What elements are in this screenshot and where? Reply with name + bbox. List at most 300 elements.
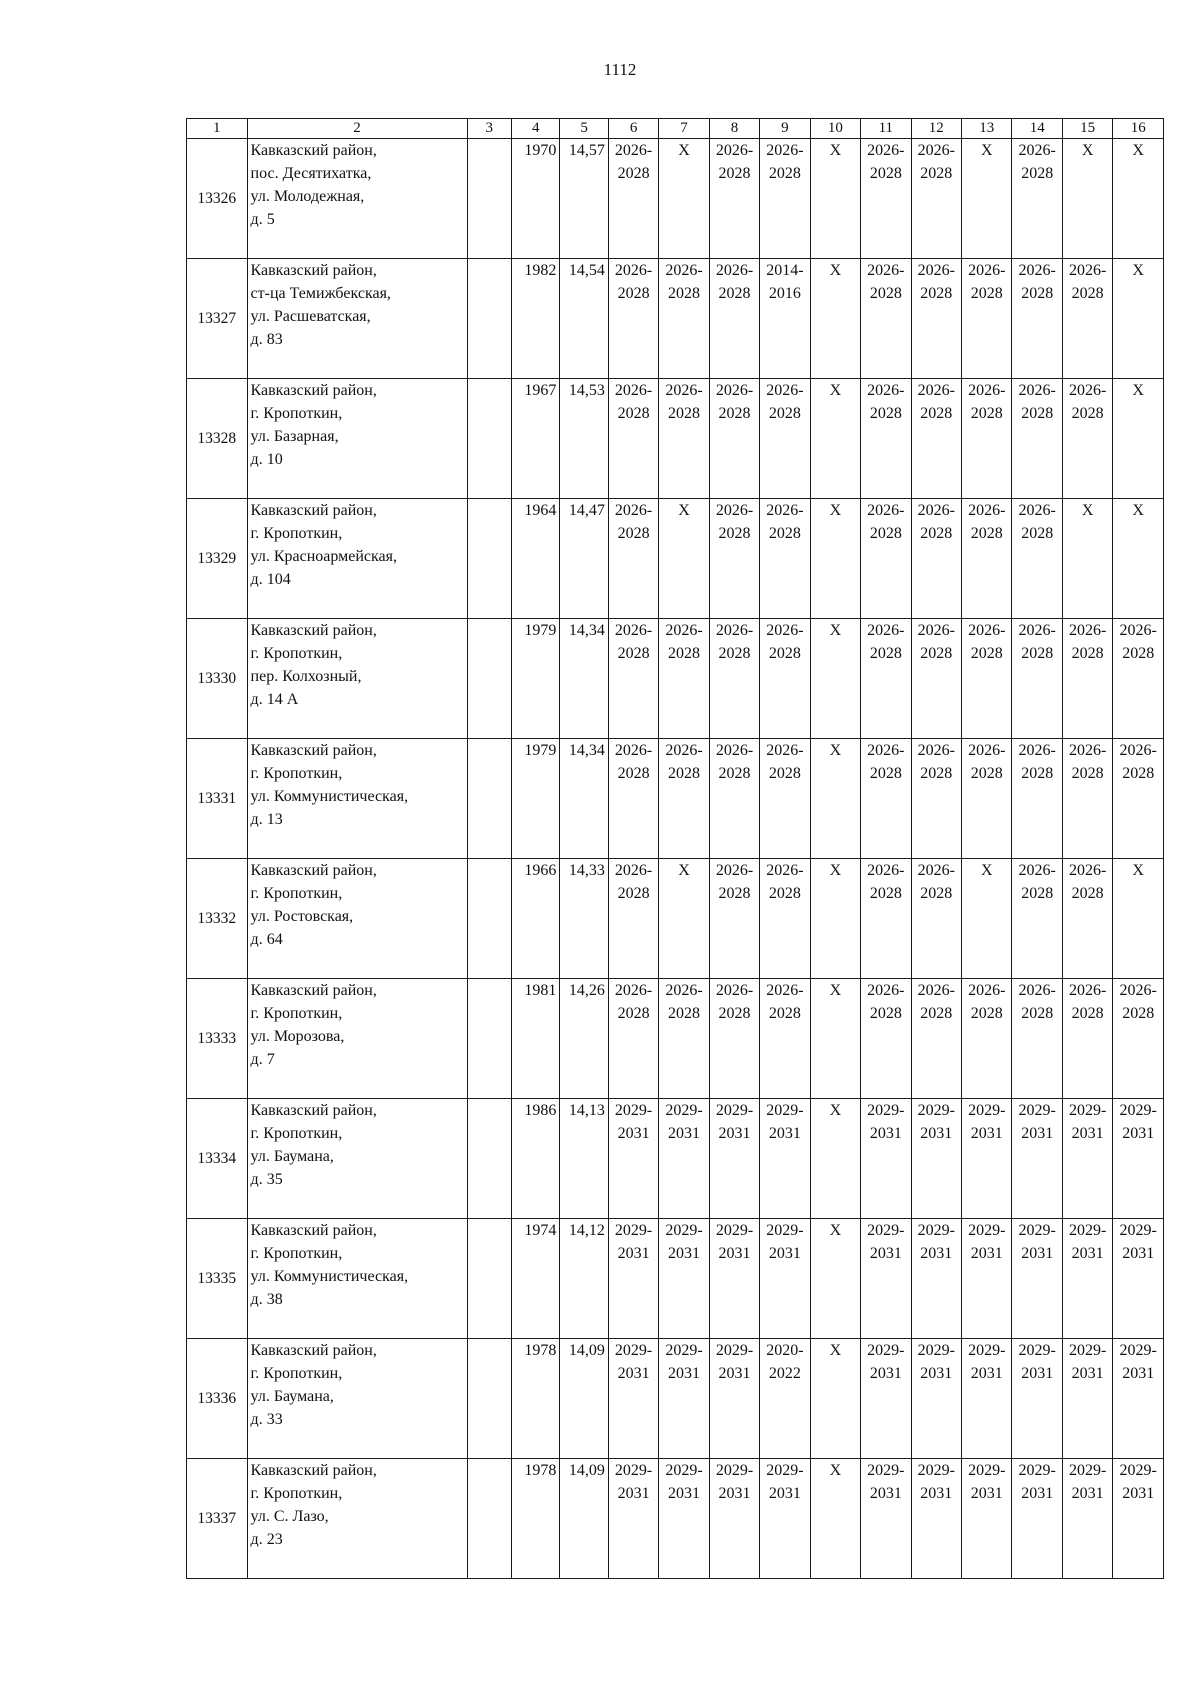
period-text: 2029- [614,1102,653,1119]
period-text: 2029- [766,1462,804,1479]
address-line: ул. Коммунистическая, [250,1268,409,1285]
period-cell-col-16 [1113,1339,1164,1459]
period-text: 2029- [614,1462,653,1479]
column-3-cell [467,499,511,619]
period-cell-col-16 [1113,979,1164,1099]
address-line: Кавказский район, [250,622,377,639]
period-text: 2028 [768,1005,801,1022]
period-text: 2026- [1018,862,1056,879]
period-text: 2029- [867,1222,905,1239]
period-text: 2026- [968,382,1006,399]
period-text: 2028 [920,645,953,662]
table-row [187,1339,1164,1459]
period-text: 2028 [869,285,902,302]
year-cell: 1981 [511,979,559,1099]
period-text: 2028 [970,525,1003,542]
period-text: 2028 [1071,285,1104,302]
address-line: Кавказский район, [250,1462,377,1479]
value-cell: 14,47 [560,499,608,619]
address-cell [247,619,467,739]
period-text: 2026- [1018,382,1056,399]
period-text: 2031 [718,1365,751,1382]
address-line: д. 64 [250,931,283,948]
period-text: 2026- [614,982,653,999]
address-line: д. 35 [250,1171,283,1188]
period-text: 2026- [867,382,905,399]
column-header-11: 11 [861,119,911,139]
column-3-cell [467,1099,511,1219]
period-cell-col-14 [1012,619,1062,739]
period-text: 2022 [768,1365,801,1382]
period-text: 2026- [665,382,703,399]
year-cell: 1970 [511,139,559,259]
period-text: 2026- [917,382,955,399]
row-number-cell: 13337 [187,1459,248,1579]
year-cell: 1979 [511,739,559,859]
period-text: 2026- [1018,742,1056,759]
address-line: г. Кропоткин, [250,1125,343,1142]
value-cell: 14,34 [560,739,608,859]
year-cell: 1982 [511,259,559,379]
period-cell-col-11 [861,859,911,979]
period-text: 2028 [768,525,801,542]
row-number-cell: 13329 [187,499,248,619]
period-cell-col-9 [760,1099,810,1219]
period-text: 2026- [1068,262,1107,279]
period-text: 2028 [668,285,701,302]
period-text: 2031 [869,1245,902,1262]
period-cell-col-6 [608,139,658,259]
period-cell-col-11 [861,1219,911,1339]
period-text: X [829,862,842,879]
period-text: 2029- [665,1342,703,1359]
period-text: 2029- [1119,1342,1157,1359]
period-cell-col-16 [1113,1219,1164,1339]
period-text: 2029- [1068,1102,1107,1119]
period-text: 2029- [766,1102,804,1119]
period-cell-col-10 [810,979,860,1099]
period-text: 2028 [617,405,650,422]
period-cell-col-8 [709,259,759,379]
address-line: д. 13 [250,811,283,828]
period-text: X [829,382,842,399]
period-text: 2028 [1021,285,1054,302]
period-text: 2026- [1068,382,1107,399]
period-cell-col-7 [659,1219,709,1339]
period-cell-col-11 [861,139,911,259]
period-text: 2029- [1119,1462,1157,1479]
address-cell [247,1219,467,1339]
period-cell-col-11 [861,1459,911,1579]
address-line: Кавказский район, [250,142,377,159]
period-cell-col-12 [911,379,961,499]
period-cell-col-13 [962,1459,1012,1579]
period-text: 2026- [665,262,703,279]
period-cell-col-14 [1012,379,1062,499]
period-cell-col-6 [608,1099,658,1219]
column-header-13: 13 [962,119,1012,139]
period-cell-col-9 [760,499,810,619]
period-text: 2028 [920,165,953,182]
period-cell-col-10 [810,619,860,739]
row-number-cell: 13331 [187,739,248,859]
period-text: 2026- [917,142,955,159]
period-text: 2026- [917,982,955,999]
period-cell-col-11 [861,1339,911,1459]
period-cell-col-16 [1113,859,1164,979]
address-cell [247,499,467,619]
table-row [187,1459,1164,1579]
period-text: 2031 [1021,1245,1054,1262]
period-text: 2031 [768,1245,801,1262]
period-text: 2026- [968,622,1006,639]
address-line: д. 104 [250,571,291,588]
period-text: 2026- [715,142,754,159]
period-cell-col-8 [709,499,759,619]
table-row [187,859,1164,979]
address-line: Кавказский район, [250,982,377,999]
table-row [187,259,1164,379]
period-text: 2028 [1122,645,1155,662]
period-text: 2028 [718,765,751,782]
period-cell-col-6 [608,1339,658,1459]
period-cell-col-13 [962,499,1012,619]
period-text: 2031 [920,1485,953,1502]
period-cell-col-13 [962,859,1012,979]
period-text: 2031 [1021,1485,1054,1502]
period-cell-col-12 [911,1339,961,1459]
period-cell-col-11 [861,499,911,619]
column-header-5: 5 [560,119,608,139]
address-line: г. Кропоткин, [250,1485,343,1502]
column-header-3: 3 [467,119,511,139]
period-text: 2031 [617,1365,650,1382]
period-text: X [829,1222,842,1239]
period-text: 2029- [917,1342,955,1359]
table-body [187,139,1164,1579]
row-number-cell: 13332 [187,859,248,979]
period-text: 2028 [1122,1005,1155,1022]
period-text: 2026- [1068,622,1107,639]
column-header-15: 15 [1062,119,1112,139]
period-cell-col-9 [760,1219,810,1339]
period-text: 2026- [715,862,754,879]
period-text: 2028 [869,1005,902,1022]
period-text: 2026- [1119,622,1157,639]
period-text: 2031 [617,1125,650,1142]
period-text: 2028 [718,405,751,422]
period-text: 2028 [1071,765,1104,782]
period-text: 2026- [867,742,905,759]
period-text: 2029- [917,1102,955,1119]
period-cell-col-8 [709,139,759,259]
period-text: 2031 [869,1365,902,1382]
table-row [187,139,1164,259]
table-row [187,739,1164,859]
period-text: 2026- [968,262,1006,279]
period-text: 2029- [867,1102,905,1119]
period-cell-col-10 [810,1339,860,1459]
period-cell-col-7 [659,979,709,1099]
period-cell-col-6 [608,1219,658,1339]
period-text: 2026- [1068,862,1107,879]
column-header-12: 12 [911,119,961,139]
period-cell-col-12 [911,139,961,259]
period-text: 2028 [617,765,650,782]
period-text: 2026- [665,742,703,759]
value-cell: 14,12 [560,1219,608,1339]
period-cell-col-10 [810,739,860,859]
period-text: 2026- [614,622,653,639]
period-cell-col-9 [760,139,810,259]
period-text: 2029- [715,1342,754,1359]
value-cell: 14,09 [560,1339,608,1459]
period-text: 2026- [766,502,804,519]
period-text: 2028 [920,405,953,422]
column-3-cell [467,1459,511,1579]
period-cell-col-16 [1113,139,1164,259]
period-cell-col-13 [962,1099,1012,1219]
row-number-cell: 13327 [187,259,248,379]
period-text: 2028 [869,765,902,782]
period-cell-col-6 [608,859,658,979]
period-text: 2028 [617,525,650,542]
address-line: г. Кропоткин, [250,885,343,902]
period-text: X [829,622,842,639]
period-text: 2026- [968,982,1006,999]
period-cell-col-7 [659,739,709,859]
period-cell-col-11 [861,619,911,739]
period-text: 2026- [1018,982,1056,999]
period-text: 2026- [1018,502,1056,519]
period-cell-col-12 [911,499,961,619]
column-3-cell [467,1219,511,1339]
address-line: г. Кропоткин, [250,645,343,662]
period-text: 2031 [920,1365,953,1382]
period-text: X [678,502,690,519]
period-text: X [678,862,690,879]
address-cell [247,1339,467,1459]
year-cell: 1986 [511,1099,559,1219]
period-cell-col-8 [709,739,759,859]
year-cell: 1979 [511,619,559,739]
period-text: 2029- [1068,1342,1107,1359]
period-text: 2029- [1068,1222,1107,1239]
period-cell-col-8 [709,1459,759,1579]
period-text: 2028 [920,525,953,542]
address-line: д. 10 [250,451,283,468]
period-text: 2028 [920,765,953,782]
period-cell-col-9 [760,379,810,499]
period-text: 2026- [715,502,754,519]
period-text: 2028 [617,885,650,902]
address-line: г. Кропоткин, [250,765,343,782]
period-text: 2029- [968,1102,1006,1119]
period-cell-col-15 [1062,499,1112,619]
period-text: 2028 [768,405,801,422]
period-text: X [1081,502,1094,519]
period-cell-col-8 [709,1099,759,1219]
value-cell: 14,54 [560,259,608,379]
period-text: 2031 [617,1485,650,1502]
column-3-cell [467,979,511,1099]
period-text: 2028 [869,645,902,662]
column-header-7: 7 [659,119,709,139]
period-text: X [1132,382,1144,399]
period-cell-col-13 [962,1339,1012,1459]
period-text: 2031 [718,1125,751,1142]
period-text: 2031 [1122,1485,1155,1502]
column-3-cell [467,739,511,859]
period-cell-col-11 [861,979,911,1099]
period-text: X [980,142,993,159]
column-3-cell [467,619,511,739]
period-cell-col-9 [760,619,810,739]
address-line: г. Кропоткин, [250,1365,343,1382]
period-text: 2028 [617,165,650,182]
period-text: 2028 [1021,765,1054,782]
address-line: д. 33 [250,1411,283,1428]
address-cell [247,139,467,259]
period-cell-col-13 [962,739,1012,859]
period-cell-col-7 [659,499,709,619]
table-row [187,979,1164,1099]
period-cell-col-10 [810,379,860,499]
period-text: 2028 [718,1005,751,1022]
period-text: 2031 [1021,1125,1054,1142]
period-text: 2026- [917,262,955,279]
period-text: 2026- [1119,742,1157,759]
address-line: Кавказский район, [250,1342,377,1359]
period-text: X [980,862,993,879]
period-text: 2026- [917,862,955,879]
period-text: 2028 [718,645,751,662]
period-cell-col-9 [760,1339,810,1459]
period-text: 2026- [1119,982,1157,999]
address-line: ул. Коммунистическая, [250,788,409,805]
period-cell-col-12 [911,619,961,739]
period-cell-col-11 [861,1099,911,1219]
address-cell [247,859,467,979]
column-header-14: 14 [1012,119,1062,139]
table-row [187,1219,1164,1339]
period-cell-col-15 [1062,259,1112,379]
address-line: г. Кропоткин, [250,1005,343,1022]
period-text: 2028 [1021,405,1054,422]
period-cell-col-15 [1062,979,1112,1099]
period-text: 2031 [1021,1365,1054,1382]
period-cell-col-12 [911,1099,961,1219]
period-cell-col-16 [1113,499,1164,619]
period-cell-col-12 [911,859,961,979]
period-cell-col-15 [1062,379,1112,499]
period-text: X [678,142,690,159]
period-text: X [1132,142,1144,159]
address-line: д. 38 [250,1291,283,1308]
period-text: 2029- [614,1342,653,1359]
period-cell-col-16 [1113,619,1164,739]
period-text: 2029- [917,1462,955,1479]
period-cell-col-7 [659,1099,709,1219]
address-line: г. Кропоткин, [250,1245,343,1262]
period-cell-col-6 [608,1459,658,1579]
period-text: 2029- [715,1102,754,1119]
year-cell: 1967 [511,379,559,499]
period-text: 2029- [917,1222,955,1239]
period-text: 2031 [1071,1125,1104,1142]
period-text: 2028 [718,525,751,542]
period-text: 2026- [614,502,653,519]
period-text: 2029- [1018,1462,1056,1479]
period-text: X [829,262,842,279]
period-text: 2026- [1018,262,1056,279]
address-line: г. Кропоткин, [250,405,343,422]
period-cell-col-13 [962,379,1012,499]
period-cell-col-14 [1012,1459,1062,1579]
column-3-cell [467,379,511,499]
period-text: 2031 [920,1125,953,1142]
page-number: 1112 [603,60,637,79]
period-text: X [829,502,842,519]
period-text: 2026- [766,982,804,999]
period-cell-col-16 [1113,379,1164,499]
address-line: Кавказский район, [250,1102,377,1119]
period-cell-col-14 [1012,979,1062,1099]
period-cell-col-7 [659,619,709,739]
period-text: 2028 [920,885,953,902]
period-cell-col-10 [810,1459,860,1579]
column-3-cell [467,1339,511,1459]
period-cell-col-14 [1012,739,1062,859]
address-line: ул. Баумана, [250,1148,334,1165]
period-cell-col-10 [810,499,860,619]
period-text: 2028 [970,645,1003,662]
column-header-9: 9 [760,119,810,139]
address-line: Кавказский район, [250,262,377,279]
address-cell [247,979,467,1099]
value-cell: 14,09 [560,1459,608,1579]
period-text: X [1081,142,1094,159]
period-text: X [1132,862,1144,879]
column-header-1: 1 [187,119,248,139]
period-text: 2026- [665,982,703,999]
period-text: 2028 [668,1005,701,1022]
period-cell-col-8 [709,1219,759,1339]
period-cell-col-15 [1062,739,1112,859]
row-number-cell: 13336 [187,1339,248,1459]
address-line: д. 14 А [250,691,299,708]
period-cell-col-10 [810,139,860,259]
period-text: 2028 [869,885,902,902]
period-text: 2031 [718,1245,751,1262]
address-line: Кавказский район, [250,502,377,519]
period-text: 2031 [970,1125,1003,1142]
period-cell-col-11 [861,739,911,859]
value-cell: 14,57 [560,139,608,259]
row-number-cell: 13328 [187,379,248,499]
period-cell-col-8 [709,619,759,739]
period-text: 2031 [768,1125,801,1142]
period-cell-col-15 [1062,1099,1112,1219]
period-cell-col-14 [1012,1099,1062,1219]
period-text: 2029- [715,1222,754,1239]
period-text: 2026- [1018,142,1056,159]
period-cell-col-12 [911,259,961,379]
period-cell-col-10 [810,1099,860,1219]
period-text: 2029- [665,1102,703,1119]
housing-register-table [186,118,1164,1579]
period-text: 2028 [668,645,701,662]
